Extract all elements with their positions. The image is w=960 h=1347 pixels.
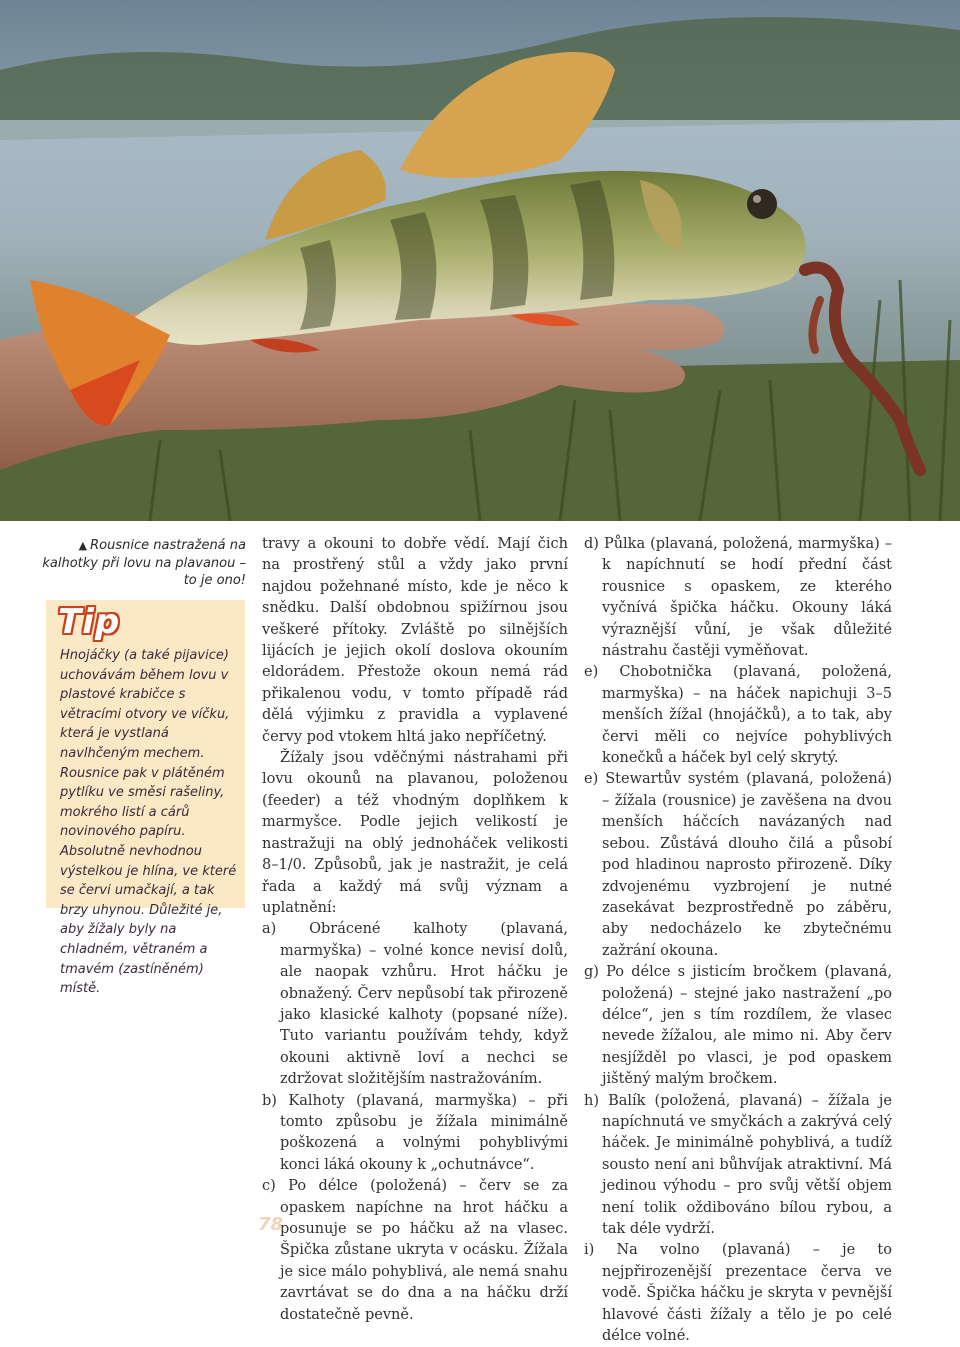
right-column [584, 534, 892, 1347]
caption-text: Rousnice nastražená na kalhotky při lovu na plavanou – to je ono! [42, 538, 246, 588]
list-item-b: b) Kalhoty (plavaná, marmyška) – při tomto způsobu je žížala minimálně poškozená a volnými pohyblivými konci láká okouny k „ochutnávce“. [262, 1092, 568, 1173]
list-item-e-chobotnicka: e) Chobotnička (plavaná, položená, marmyška) – na háček napichuji 3–5 menších žížal (hnojáčků), a to tak, aby červi měli co nejvíce pohyblivých konečků a háček byl celý skrytý. [584, 664, 892, 767]
middle-paragraph-1: travy a okouni to dobře vědí. Mají čich na prostřený stůl a vždy jako první najdou požehnané místo, kde je něco k snědku. Další obdobnou spižírnou jsou veškeré přítoky. Zvláště po silnějších lijácích je jejich okolí doslova okouním eldorádem. Přestože okoun nemá rád přikalenou vodu, v tomto případě rád dělá výjimku z pravidla a vyplavené červy pod vtokem hltá jako nepříčetný. [262, 536, 568, 745]
middle-paragraph-2: Žížaly jsou vděčnými nástrahami při lovu okounů na plavanou, položenou (feeder) a též vhodným doplňkem k marmyšce. Podle jejich velikostí je nastražuji na oblý jednoháček velikosti 8–1/0. Způsobů, jak je nastražit, je celá řada a každý má svůj význam a uplatnění: [262, 750, 568, 916]
list-item-i: i) Na volno (plavaná) – je to nejpřirozenější prezentace červa ve vodě. Špička háčku je skryta v pevnější hlavové části žížaly a tělo je po celé délce volné. [584, 1242, 892, 1345]
list-item-c: c) Po délce (položená) – červ se za opaskem napíchne na hrot háčku a posunuje se po háčku až na vlasec. Špička zůstane ukryta v ocásku. Žížala je sice málo pohyblivá, ale nemá snahu zavrtávat se do dna a na háčku drží dostatečně pevně. [262, 1178, 568, 1323]
list-item-h: h) Balík (položená, plavaná) – žížala je napíchnutá ve smyčkách a zakrývá celý háček. Je minimálně pohyblivá, a tudíž sousto není ani bůhvíjak atraktivní. Má jedinou výhodu – pro svůj větší objem není tolik oždibováno bílou rybou, a tak déle vydrží. [584, 1092, 892, 1237]
list-item-a: a) Obrácené kalhoty (plavaná, marmyška) – volné konce nevisí dolů, ale naopak vzhůru. Hrot háčku je obnažený. Červ nepůsobí tak přirozeně jako klasické kalhoty (popsané níže). Tuto variantu používám tehdy, když okouni aktivně loví a nechci se zdržovat složitějším nastražováním. [262, 921, 568, 1088]
tip-title: Tip [58, 602, 121, 642]
list-item-d: d) Půlka (plavaná, položená, marmyška) – k napíchnutí se hodí přední část rousnice s opaskem, ze kterého vyčnívá špička háčku. Okouny láká výraznější vůní, je však důležité nástrahu častěji vyměňovat. [584, 536, 892, 660]
page-number: 78 [258, 1214, 284, 1235]
photo-illustration [0, 0, 960, 521]
middle-column [262, 534, 568, 1326]
caption-triangle-icon: ▲ [78, 539, 88, 552]
tip-box [46, 600, 245, 997]
photo-caption [42, 537, 246, 590]
photo-perch-on-hand [0, 0, 960, 521]
list-item-e-stewart: e) Stewartův systém (plavaná, položená) – žížala (rousnice) je zavěšena na dvou menších háčcích navázaných nad sebou. Zůstává dlouho čilá a působí pod hladinou naprosto přirozeně. Díky zdvojenému vyzbrojení je nutné zasekávat bezprostředně po záběru, aby nedocházelo ke zbytečnému zažrání okouna. [584, 771, 892, 959]
tip-body: Hnojáčky (a také pijavice) uchovávám během lovu v plastové krabičce s větracími otvory ve víčku, která je vystlaná navlhčeným mechem. Rousnice pak v plátěném pytlíku ve směsi rašeliny, mokrého listí a cárů novinového papíru. Absolutně nevhodnou výstelkou je hlína, ve které se červi umačkají, a tak brzy uhynou. Důležité je, aby žížaly byly na chladném, větraném a tmavém (zastíněném) místě. [60, 648, 237, 997]
list-item-g: g) Po délce s jisticím bročkem (plavaná, položená) – stejné jako nastražení „po délce“, jen s tím rozdílem, že vlasec nevede žížalou, ale mimo ni. Aby červ nesjížděl po vlasci, je pod opaskem jištěný malým bročkem. [584, 964, 892, 1088]
